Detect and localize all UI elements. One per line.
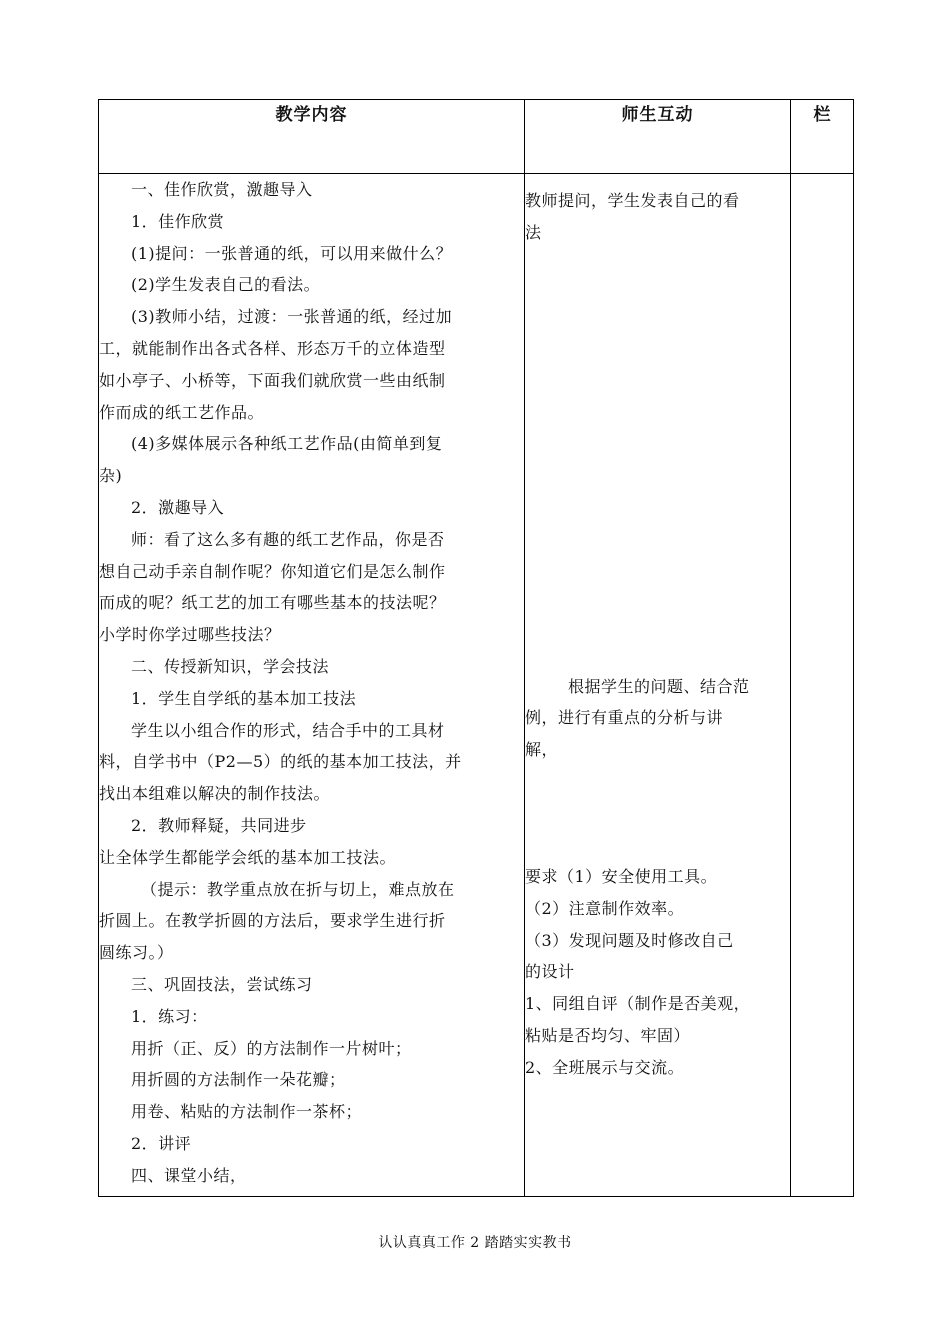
content-line: 如小亭子、小桥等，下面我们就欣赏一些由纸制 bbox=[99, 370, 446, 390]
interaction-line: （2）注意制作效率。 bbox=[525, 898, 685, 918]
content-line: 1．练习： bbox=[131, 1006, 208, 1026]
header-row bbox=[99, 100, 854, 174]
content-line: 想自己动手亲自制作呢？你知道它们是怎么制作 bbox=[99, 561, 446, 581]
content-line: 学生以小组合作的形式，结合手中的工具材 bbox=[131, 720, 445, 740]
interaction-line: 例，进行有重点的分析与讲 bbox=[525, 708, 724, 728]
interaction-line: 2、全班展示与交流。 bbox=[525, 1057, 685, 1077]
content-line: 四、课堂小结， bbox=[131, 1165, 247, 1185]
content-line: 师：看了这么多有趣的纸工艺作品，你是否 bbox=[131, 529, 445, 549]
interaction-line: 教师提问，学生发表自己的看 bbox=[525, 191, 740, 210]
interaction-line: 解， bbox=[525, 740, 559, 760]
content-line: (4)多媒体展示各种纸工艺作品(由简单到复 bbox=[131, 434, 443, 454]
content-line: 2．激趣导入 bbox=[131, 497, 225, 517]
content-line: 圆练习。） bbox=[99, 943, 174, 963]
interaction-line: （3）发现问题及时修改自己 bbox=[525, 930, 734, 950]
content-line: 2．教师释疑，共同进步 bbox=[131, 815, 307, 835]
interaction-cell bbox=[525, 174, 791, 1197]
content-line: 1．学生自学纸的基本加工技法 bbox=[131, 688, 357, 708]
content-line: (1)提问：一张普通的纸，可以用来做什么？ bbox=[131, 243, 453, 263]
content-line: （提示：教学重点放在折与切上，难点放在 bbox=[141, 879, 455, 899]
header-interaction: 师生互动 bbox=[525, 100, 791, 174]
content-line: 折圆上。在教学折圆的方法后，要求学生进行折 bbox=[99, 911, 446, 931]
content-line: 而成的呢？纸工艺的加工有哪些基本的技法呢？ bbox=[99, 593, 446, 613]
content-line: 2．讲评 bbox=[131, 1133, 192, 1153]
content-line: 作而成的纸工艺作品。 bbox=[99, 402, 265, 422]
content-line: 用折（正、反）的方法制作一片树叶； bbox=[131, 1038, 412, 1058]
content-line: (3)教师小结，过渡：一张普通的纸，经过加 bbox=[131, 307, 453, 327]
content-line: 二、传授新知识，学会技法 bbox=[131, 656, 330, 676]
content-line: 一、佳作欣赏，激趣导入 bbox=[131, 180, 313, 199]
interaction-line: 根据学生的问题、结合范 bbox=[568, 676, 750, 696]
content-line: 小学时你学过哪些技法？ bbox=[99, 625, 281, 645]
content-line: 用折圆的方法制作一朵花瓣； bbox=[131, 1070, 346, 1090]
content-line: (2)学生发表自己的看法。 bbox=[131, 275, 321, 295]
lesson-plan-table bbox=[98, 99, 854, 1197]
interaction-line: 的设计 bbox=[525, 962, 575, 982]
header-side: 栏 bbox=[791, 100, 854, 174]
content-cell bbox=[99, 174, 525, 1197]
body-row bbox=[99, 174, 854, 1197]
content-line: 三、巩固技法，尝试练习 bbox=[131, 974, 313, 994]
content-line: 杂) bbox=[99, 466, 123, 486]
interaction-line: 法 bbox=[525, 222, 542, 242]
side-cell bbox=[791, 174, 854, 1197]
content-line: 工，就能制作出各式各样、形态万千的立体造型 bbox=[99, 338, 446, 358]
content-line: 料，自学书中（P2—5）的纸的基本加工技法，并 bbox=[99, 752, 462, 772]
interaction-line: 要求（1）安全使用工具。 bbox=[525, 866, 718, 886]
interaction-line: 1、同组自评（制作是否美观， bbox=[525, 994, 751, 1014]
page-footer: 认认真真工作 2 踏踏实实教书 bbox=[378, 1235, 572, 1251]
content-line: 用卷、粘贴的方法制作一茶杯； bbox=[131, 1102, 363, 1122]
content-line: 找出本组难以解决的制作技法。 bbox=[99, 784, 331, 804]
header-content: 教学内容 bbox=[99, 100, 525, 174]
content-line: 1．佳作欣赏 bbox=[131, 211, 225, 231]
content-line: 让全体学生都能学会纸的基本加工技法。 bbox=[99, 847, 397, 867]
interaction-line: 粘贴是否均匀、牢固） bbox=[525, 1025, 691, 1045]
